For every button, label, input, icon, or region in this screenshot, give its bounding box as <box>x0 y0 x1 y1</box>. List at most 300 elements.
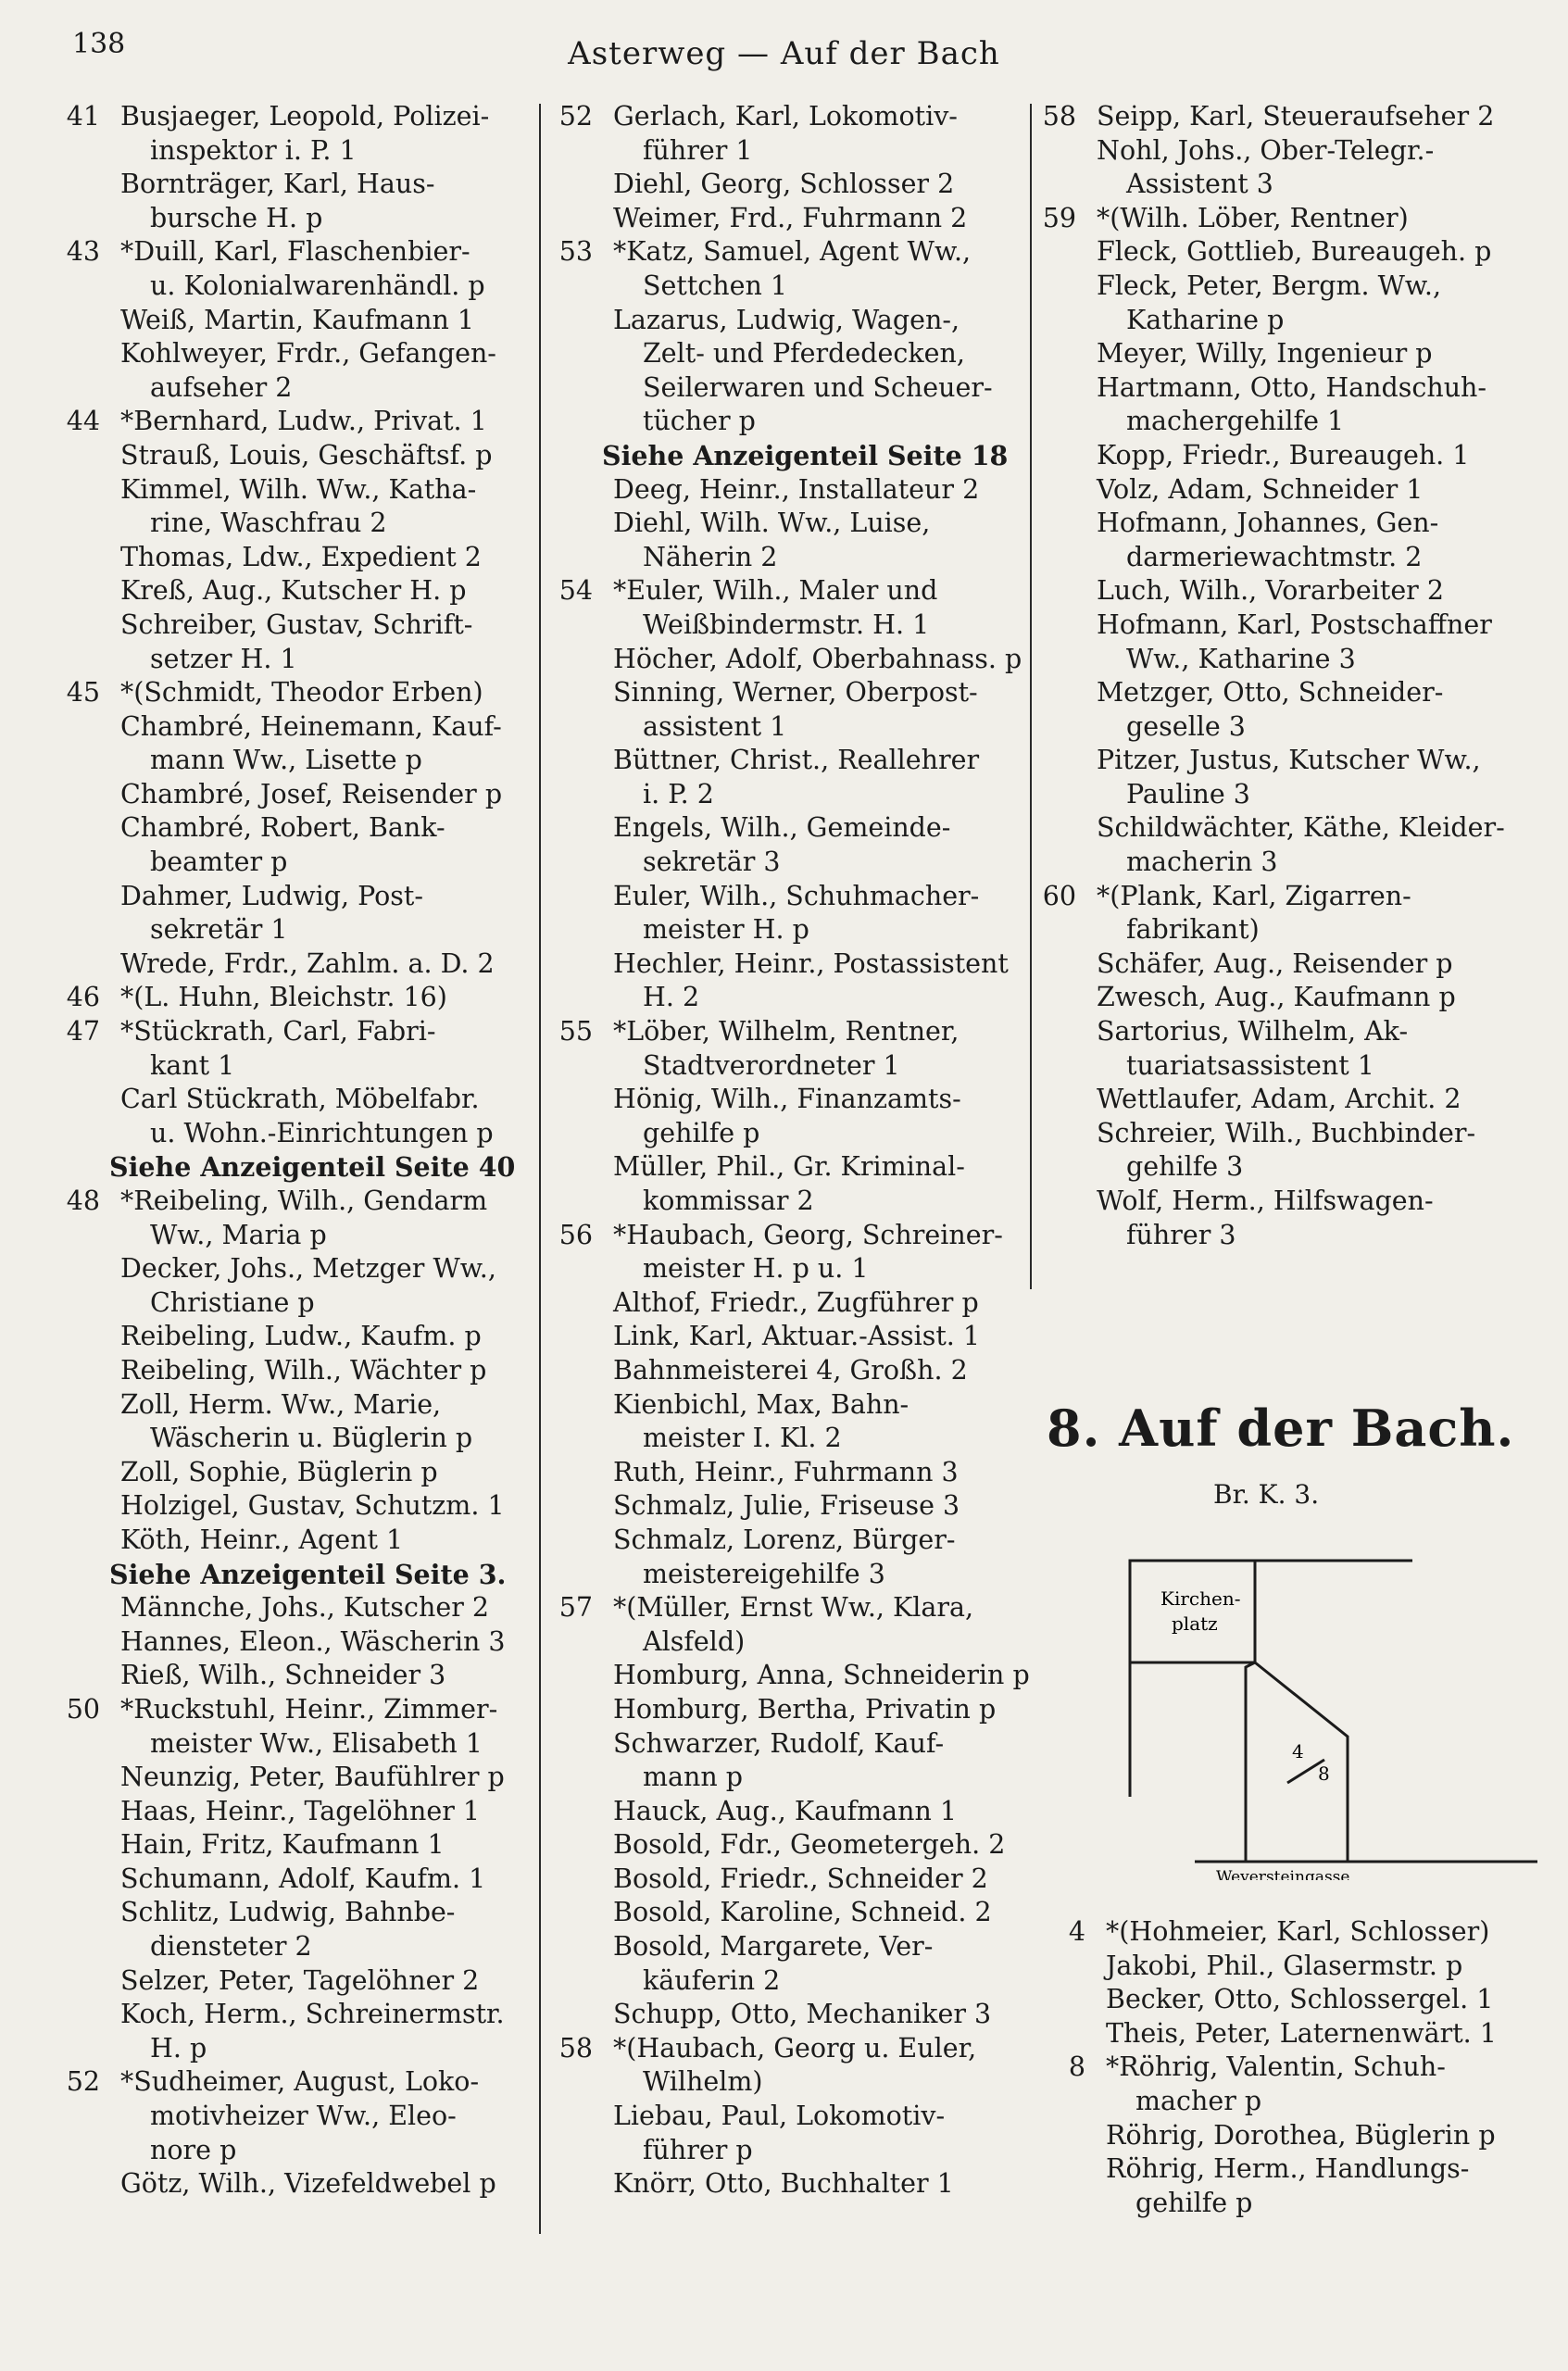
advert-note <box>546 439 1023 473</box>
directory-entry <box>546 1219 1023 1286</box>
entry-text: meister H. p u. 1 <box>643 1253 869 1285</box>
entry-text: Kienbichl, Max, Bahn- <box>613 1388 909 1420</box>
entry-text: Schildwächter, Käthe, Kleider- <box>1097 812 1505 844</box>
entry-text: Jakobi, Phil., Glasermstr. p <box>1106 1950 1463 1981</box>
entry-text: Alsfeld) <box>643 1625 746 1657</box>
directory-entry <box>546 676 1023 744</box>
directory-entry <box>546 811 1023 879</box>
directory-entry <box>1039 744 1525 811</box>
directory-entry <box>54 1388 531 1456</box>
entry-text: Schreier, Wilh., Buchbinder- <box>1097 1117 1476 1148</box>
house-number: 58 <box>558 2032 593 2064</box>
directory-entry <box>546 1998 1023 2032</box>
directory-entry <box>54 1489 531 1524</box>
entry-text: tuariatsassistent 1 <box>1126 1049 1374 1081</box>
entry-text: Höcher, Adolf, Oberbahnass. p <box>613 643 1022 674</box>
entry-text: tücher p <box>643 406 756 437</box>
entry-text: Diehl, Georg, Schlosser 2 <box>613 169 955 200</box>
directory-entry <box>546 168 1023 202</box>
entry-text: Schumann, Adolf, Kaufm. 1 <box>120 1863 486 1894</box>
entry-text: u. Kolonialwarenhändl. p <box>150 270 485 301</box>
entry-text: meister H. p <box>643 914 809 946</box>
entry-text: Götz, Wilh., Vizefeldwebel p <box>120 2168 496 2200</box>
entry-text: führer p <box>643 2134 753 2165</box>
entry-text: Schmalz, Lorenz, Bürger- <box>613 1524 956 1555</box>
street-map-drawing <box>1107 1537 1542 1880</box>
entry-text: mann p <box>643 1762 744 1793</box>
house-number: 44 <box>66 406 100 437</box>
entry-text: Hofmann, Johannes, Gen- <box>1097 508 1439 539</box>
directory-entry <box>1039 947 1525 982</box>
entry-text: Haas, Heinr., Tagelöhner 1 <box>120 1795 481 1826</box>
entry-text: Bosold, Margarete, Ver- <box>613 1931 934 1963</box>
entry-text: macher p <box>1135 2085 1262 2116</box>
directory-entry <box>1039 1185 1525 1252</box>
house-number: 56 <box>558 1219 593 1250</box>
entry-text: Euler, Wilh., Schuhmacher- <box>613 880 980 911</box>
directory-entry <box>1039 880 1525 947</box>
entry-text: Seipp, Karl, Steueraufseher 2 <box>1097 101 1495 132</box>
entry-text: gehilfe p <box>643 1117 760 1148</box>
entry-text: Reibeling, Ludw., Kaufm. p <box>120 1321 482 1352</box>
entry-text: Luch, Wilh., Vorarbeiter 2 <box>1097 575 1444 607</box>
directory-entry <box>54 1693 531 1761</box>
directory-entry <box>54 1456 531 1490</box>
directory-entry <box>54 811 531 879</box>
entry-text: *Haubach, Georg, Schreiner- <box>613 1219 1003 1250</box>
entry-text: *Euler, Wilh., Maler und <box>613 575 938 607</box>
directory-entry <box>54 405 531 439</box>
directory-entry <box>1039 371 1525 439</box>
entry-text: *(L. Huhn, Bleichstr. 16) <box>120 982 447 1013</box>
entry-text: macherin 3 <box>1126 847 1278 878</box>
directory-entry <box>1039 1083 1525 1117</box>
entry-text: *Ruckstuhl, Heinr., Zimmer- <box>120 1693 498 1725</box>
road-left <box>1246 1662 1255 1862</box>
directory-entry <box>54 880 531 947</box>
directory-entry <box>54 981 531 1015</box>
directory-entry <box>546 1795 1023 1829</box>
entry-text: Holzigel, Gustav, Schutzm. 1 <box>120 1490 505 1522</box>
entry-text: *Löber, Wilhelm, Rentner, <box>613 1016 960 1048</box>
entry-text: Bosold, Friedr., Schneider 2 <box>613 1863 988 1894</box>
entry-text: fabrikant) <box>1126 914 1260 946</box>
entry-text: Hain, Fritz, Kaufmann 1 <box>120 1829 445 1861</box>
entry-text: *(Plank, Karl, Zigarren- <box>1097 880 1411 911</box>
directory-entry <box>546 2100 1023 2167</box>
entry-text: *(Wilh. Löber, Rentner) <box>1097 202 1409 233</box>
column-3 <box>1039 100 1525 1252</box>
directory-entry <box>54 304 531 338</box>
entry-text: Wolf, Herm., Hilfswagen- <box>1097 1186 1434 1216</box>
entry-text: käuferin 2 <box>643 1964 781 1996</box>
entry-text: Wettlaufer, Adam, Archit. 2 <box>1097 1084 1461 1115</box>
directory-entry <box>1039 2119 1525 2153</box>
directory-entry <box>546 2167 1023 2202</box>
directory-entry <box>546 473 1023 508</box>
directory-entry <box>546 1591 1023 1659</box>
entry-text: setzer H. 1 <box>150 643 297 674</box>
directory-entry <box>546 507 1023 574</box>
entry-text: Zwesch, Aug., Kaufmann p <box>1097 982 1456 1013</box>
entry-text: sekretär 3 <box>643 847 781 878</box>
entry-text: Hauck, Aug., Kaufmann 1 <box>613 1795 958 1826</box>
directory-entry <box>546 1524 1023 1591</box>
directory-entry <box>54 1795 531 1829</box>
entry-text: *(Schmidt, Theodor Erben) <box>120 677 483 709</box>
entry-text: motivheizer Ww., Eleo- <box>150 2101 457 2132</box>
entry-text: Hannes, Eleon., Wäscherin 3 <box>120 1625 506 1657</box>
entry-text: Nohl, Johs., Ober-Telegr.- <box>1097 134 1435 166</box>
entry-text: Homburg, Bertha, Privatin p <box>613 1693 997 1725</box>
entry-text: Engels, Wilh., Gemeinde- <box>613 812 951 844</box>
section-entries <box>1039 1915 1525 2220</box>
entry-text: Büttner, Christ., Reallehrer <box>613 745 980 776</box>
house-number: 50 <box>66 1693 100 1725</box>
directory-entry <box>54 947 531 982</box>
entry-text: Settchen 1 <box>643 270 788 301</box>
column-divider <box>539 104 541 2234</box>
house-number: 41 <box>66 101 100 132</box>
entry-text: *(Haubach, Georg u. Euler, <box>613 2032 977 2064</box>
entry-text: Wäscherin u. Büglerin p <box>150 1423 473 1454</box>
entry-text: Siehe Anzeigenteil Seite 18 <box>602 439 1009 471</box>
directory-entry <box>54 1524 531 1558</box>
directory-entry <box>54 1761 531 1795</box>
entry-text: *(Hohmeier, Karl, Schlosser) <box>1106 1916 1490 1947</box>
directory-entry <box>546 1083 1023 1150</box>
entry-text: Chambré, Josef, Reisender p <box>120 778 503 809</box>
entry-text: Weiß, Martin, Kaufmann 1 <box>120 304 475 335</box>
directory-entry <box>54 710 531 778</box>
entry-text: Schupp, Otto, Mechaniker 3 <box>613 1999 992 2030</box>
directory-entry <box>54 1896 531 1963</box>
entry-text: Kimmel, Wilh. Ww., Katha- <box>120 473 477 505</box>
entry-text: *Stückrath, Carl, Fabri- <box>120 1016 436 1048</box>
entry-text: Knörr, Otto, Buchhalter 1 <box>613 2168 954 2200</box>
entry-text: Chambré, Heinemann, Kauf- <box>120 710 502 742</box>
entry-text: Strauß, Louis, Geschäftsf. p <box>120 439 493 470</box>
entry-text: Bosold, Karoline, Schneid. 2 <box>613 1897 992 1928</box>
column-divider <box>1030 104 1032 1289</box>
entry-text: Christiane p <box>150 1286 315 1318</box>
column-1 <box>54 100 531 2202</box>
entry-text: Carl Stückrath, Möbelfabr. <box>120 1084 480 1115</box>
directory-entry <box>54 1320 531 1354</box>
advert-note <box>54 1558 531 1592</box>
column-2 <box>546 100 1030 2202</box>
entry-text: H. 2 <box>643 982 700 1013</box>
house-number: 55 <box>558 1016 593 1048</box>
entry-text: Schwarzer, Rudolf, Kauf- <box>613 1727 945 1759</box>
entry-text: Hartmann, Otto, Handschuh- <box>1097 371 1487 403</box>
directory-entry <box>546 202 1023 236</box>
entry-text: Fleck, Peter, Bergm. Ww., <box>1097 270 1442 301</box>
map-number-8: 8 <box>1318 1763 1330 1785</box>
entry-text: Hofmann, Karl, Postschaffner <box>1097 608 1492 640</box>
entry-text: Ruth, Heinr., Fuhrmann 3 <box>613 1456 959 1487</box>
house-number: 45 <box>66 677 100 709</box>
section-subtitle: Br. K. 3. <box>1213 1479 1320 1510</box>
entry-text: Fleck, Gottlieb, Bureaugeh. p <box>1097 236 1492 268</box>
entry-text: Hechler, Heinr., Postassistent <box>613 947 1009 979</box>
entry-text: Männche, Johs., Kutscher 2 <box>120 1592 490 1624</box>
directory-entry <box>54 574 531 608</box>
entry-text: gehilfe p <box>1135 2187 1253 2218</box>
house-number: 60 <box>1042 880 1076 911</box>
directory-entry <box>54 1591 531 1625</box>
entry-text: i. P. 2 <box>643 778 714 809</box>
entry-text: Wrede, Frdr., Zahlm. a. D. 2 <box>120 947 495 979</box>
entry-text: diensteter 2 <box>150 1931 312 1963</box>
entry-text: Homburg, Anna, Schneiderin p <box>613 1660 1030 1691</box>
directory-entry <box>546 1489 1023 1524</box>
entry-text: *Katz, Samuel, Agent Ww., <box>613 236 972 268</box>
entry-text: Koch, Herm., Schreinermstr. <box>120 1999 505 2030</box>
entry-text: Näherin 2 <box>643 541 778 572</box>
map-number-4: 4 <box>1292 1740 1304 1763</box>
house-number: 47 <box>66 1016 100 1048</box>
entry-text: u. Wohn.-Einrichtungen p <box>150 1117 494 1148</box>
entry-text: Busjaeger, Leopold, Polizei- <box>120 101 490 132</box>
directory-entry <box>54 1828 531 1863</box>
directory-entry <box>54 1659 531 1693</box>
entry-text: meistereigehilfe 3 <box>643 1558 885 1589</box>
entry-text: Volz, Adam, Schneider 1 <box>1097 473 1424 505</box>
directory-entry <box>1039 608 1525 676</box>
entry-text: Neunzig, Peter, Baufühlrer p <box>120 1762 505 1793</box>
map-label-street: Weyersteingasse <box>1216 1868 1350 1880</box>
directory-entry <box>54 1625 531 1660</box>
entry-text: Deeg, Heinr., Installateur 2 <box>613 473 980 505</box>
house-number: 53 <box>558 236 593 268</box>
directory-entry <box>546 643 1023 677</box>
entry-text: Siehe Anzeigenteil Seite 40 <box>109 1151 516 1184</box>
directory-entry <box>1039 574 1525 608</box>
entry-text: Becker, Otto, Schlossergel. 1 <box>1106 1984 1494 2015</box>
directory-entry <box>54 778 531 812</box>
entry-text: Althof, Friedr., Zugführer p <box>613 1286 979 1318</box>
directory-entry <box>546 1896 1023 1930</box>
entry-text: *(Müller, Ernst Ww., Klara, <box>613 1592 974 1624</box>
house-number: 52 <box>558 101 593 132</box>
directory-entry <box>1039 507 1525 574</box>
directory-entry <box>54 1998 531 2065</box>
house-number: 48 <box>66 1186 100 1216</box>
entry-text: Ww., Maria p <box>150 1219 327 1250</box>
entry-text: Kohlweyer, Frdr., Gefangen- <box>120 338 496 370</box>
entry-text: Seilerwaren und Scheuer- <box>643 371 993 403</box>
directory-entry <box>54 1015 531 1083</box>
entry-text: Zoll, Sophie, Büglerin p <box>120 1456 438 1487</box>
directory-entry <box>546 1150 1023 1218</box>
directory-entry <box>54 1964 531 1999</box>
directory-entry <box>1039 2017 1525 2051</box>
house-number: 58 <box>1042 101 1076 132</box>
entry-text: machergehilfe 1 <box>1126 406 1345 437</box>
entry-text: Hönig, Wilh., Finanzamts- <box>613 1084 961 1115</box>
entry-text: Meyer, Willy, Ingenieur p <box>1097 338 1433 370</box>
directory-entry <box>54 439 531 473</box>
directory-entry <box>54 235 531 303</box>
directory-entry <box>54 337 531 405</box>
directory-entry <box>1039 1950 1525 1984</box>
entry-text: Diehl, Wilh. Ww., Luise, <box>613 508 931 539</box>
directory-entry <box>546 880 1023 947</box>
entry-text: Röhrig, Dorothea, Büglerin p <box>1106 2119 1496 2151</box>
directory-entry <box>1039 235 1525 270</box>
directory-entry <box>1039 2152 1525 2220</box>
entry-text: rine, Waschfrau 2 <box>150 508 387 539</box>
house-number: 57 <box>558 1592 593 1624</box>
directory-entry <box>1039 202 1525 236</box>
directory-entry <box>1039 1915 1525 1950</box>
entry-text: gehilfe 3 <box>1126 1151 1244 1183</box>
directory-entry <box>546 574 1023 642</box>
directory-entry <box>546 1727 1023 1795</box>
entry-text: Gerlach, Karl, Lokomotiv- <box>613 101 958 132</box>
directory-entry <box>546 1286 1023 1321</box>
directory-entry <box>1039 1983 1525 2017</box>
entry-text: Müller, Phil., Gr. Kriminal- <box>613 1151 965 1183</box>
entry-text: Sinning, Werner, Oberpost- <box>613 677 978 709</box>
entry-text: Bornträger, Karl, Haus- <box>120 169 435 200</box>
entry-text: H. p <box>150 2032 207 2064</box>
entry-text: assistent 1 <box>643 710 787 742</box>
directory-entry <box>546 1930 1023 1998</box>
directory-entry <box>1039 134 1525 202</box>
entry-text: Liebau, Paul, Lokomotiv- <box>613 2101 946 2132</box>
directory-entry <box>546 304 1023 439</box>
entry-text: *Bernhard, Ludw., Privat. 1 <box>120 406 487 437</box>
entry-text: *Röhrig, Valentin, Schuh- <box>1106 2051 1446 2083</box>
entry-text: kommissar 2 <box>643 1186 814 1216</box>
entry-text: bursche H. p <box>150 202 323 233</box>
entry-text: geselle 3 <box>1126 710 1246 742</box>
entry-text: Schäfer, Aug., Reisender p <box>1097 947 1453 979</box>
entry-text: Weimer, Frd., Fuhrmann 2 <box>613 202 968 233</box>
section-title: 8. Auf der Bach. <box>1047 1399 1515 1458</box>
house-number: 46 <box>66 982 100 1013</box>
directory-entry <box>54 676 531 710</box>
entry-text: Pitzer, Justus, Kutscher Ww., <box>1097 745 1481 776</box>
entry-text: kant 1 <box>150 1049 235 1081</box>
entry-text: Decker, Johs., Metzger Ww., <box>120 1253 496 1285</box>
directory-entry <box>546 100 1023 168</box>
directory-entry <box>1039 1015 1525 1083</box>
entry-text: sekretär 1 <box>150 914 288 946</box>
entry-text: mann Ww., Lisette p <box>150 745 422 776</box>
directory-entry <box>546 1015 1023 1083</box>
directory-entry <box>54 100 531 168</box>
entry-text: meister I. Kl. 2 <box>643 1423 842 1454</box>
entry-text: Bosold, Fdr., Geometergeh. 2 <box>613 1829 1006 1861</box>
directory-entry <box>546 2032 1023 2100</box>
directory-entry <box>546 1320 1023 1354</box>
directory-entry <box>54 1252 531 1320</box>
directory-entry <box>54 1083 531 1150</box>
directory-entry <box>1039 2051 1525 2118</box>
entry-text: Wilhelm) <box>643 2066 763 2098</box>
entry-text: Selzer, Peter, Tagelöhner 2 <box>120 1964 480 1996</box>
entry-text: Chambré, Robert, Bank- <box>120 812 445 844</box>
directory-entry <box>54 1863 531 1897</box>
directory-entry <box>54 1354 531 1388</box>
directory-entry <box>54 541 531 575</box>
house-number: 52 <box>66 2066 100 2098</box>
entry-text: Assistent 3 <box>1126 169 1273 200</box>
directory-entry <box>1039 981 1525 1015</box>
directory-entry <box>1039 270 1525 337</box>
directory-entry <box>1039 676 1525 744</box>
entry-text: Rieß, Wilh., Schneider 3 <box>120 1660 446 1691</box>
directory-entry <box>546 1863 1023 1897</box>
entry-text: Theis, Peter, Laternenwärt. 1 <box>1106 2017 1497 2049</box>
house-number: 43 <box>66 236 100 268</box>
directory-entry <box>546 947 1023 1015</box>
entry-text: Schmalz, Julie, Friseuse 3 <box>613 1490 960 1522</box>
directory-entry <box>1039 337 1525 371</box>
map-label-square-2: platz <box>1172 1612 1218 1635</box>
entry-text: Ww., Katharine 3 <box>1126 643 1356 674</box>
entry-text: Zelt- und Pferdedecken, <box>643 338 965 370</box>
entry-text: *Reibeling, Wilh., Gendarm <box>120 1186 488 1216</box>
entry-text: Sartorius, Wilhelm, Ak- <box>1097 1016 1409 1048</box>
entry-text: Röhrig, Herm., Handlungs- <box>1106 2153 1470 2185</box>
entry-text: Schreiber, Gustav, Schrift- <box>120 608 473 640</box>
directory-entry <box>546 1354 1023 1388</box>
entry-text: Siehe Anzeigenteil Seite 3. <box>109 1558 507 1590</box>
entry-text: aufseher 2 <box>150 371 293 403</box>
running-head: Asterweg — Auf der Bach <box>568 35 1000 72</box>
house-number: 8 <box>1068 2051 1085 2083</box>
directory-entry <box>546 1456 1023 1490</box>
entry-text: beamter p <box>150 847 288 878</box>
entry-text: Zoll, Herm. Ww., Marie, <box>120 1388 442 1420</box>
directory-entry <box>1039 473 1525 508</box>
advert-note <box>54 1150 531 1185</box>
directory-entry <box>546 1693 1023 1727</box>
entry-text: Bahnmeisterei 4, Großh. 2 <box>613 1354 968 1386</box>
directory-entry <box>54 1185 531 1252</box>
entry-text: meister Ww., Elisabeth 1 <box>150 1727 483 1759</box>
entry-text: Lazarus, Ludwig, Wagen-, <box>613 304 960 335</box>
entry-text: nore p <box>150 2134 237 2165</box>
house-number: 4 <box>1068 1916 1085 1947</box>
entry-text: *Duill, Karl, Flaschenbier- <box>120 236 470 268</box>
directory-entry <box>546 235 1023 303</box>
directory-entry <box>54 2065 531 2167</box>
directory-entry <box>546 744 1023 811</box>
directory-entry <box>546 1828 1023 1863</box>
entry-text: *Sudheimer, August, Loko- <box>120 2066 480 2098</box>
entry-text: Köth, Heinr., Agent 1 <box>120 1524 404 1555</box>
entry-text: Kreß, Aug., Kutscher H. p <box>120 575 467 607</box>
house-number: 54 <box>558 575 593 607</box>
entry-text: Stadtverordneter 1 <box>643 1049 900 1081</box>
page-number: 138 <box>72 28 126 60</box>
entry-text: Thomas, Ldw., Expedient 2 <box>120 541 482 572</box>
directory-entry <box>54 473 531 541</box>
entry-text: Katharine p <box>1126 304 1285 335</box>
entry-text: Reibeling, Wilh., Wächter p <box>120 1354 487 1386</box>
directory-entry <box>54 608 531 676</box>
entry-text: inspektor i. P. 1 <box>150 134 357 166</box>
directory-entry <box>54 2167 531 2202</box>
entry-text: Link, Karl, Aktuar.-Assist. 1 <box>613 1321 981 1352</box>
directory-entry <box>1039 811 1525 879</box>
house-number: 59 <box>1042 202 1076 233</box>
